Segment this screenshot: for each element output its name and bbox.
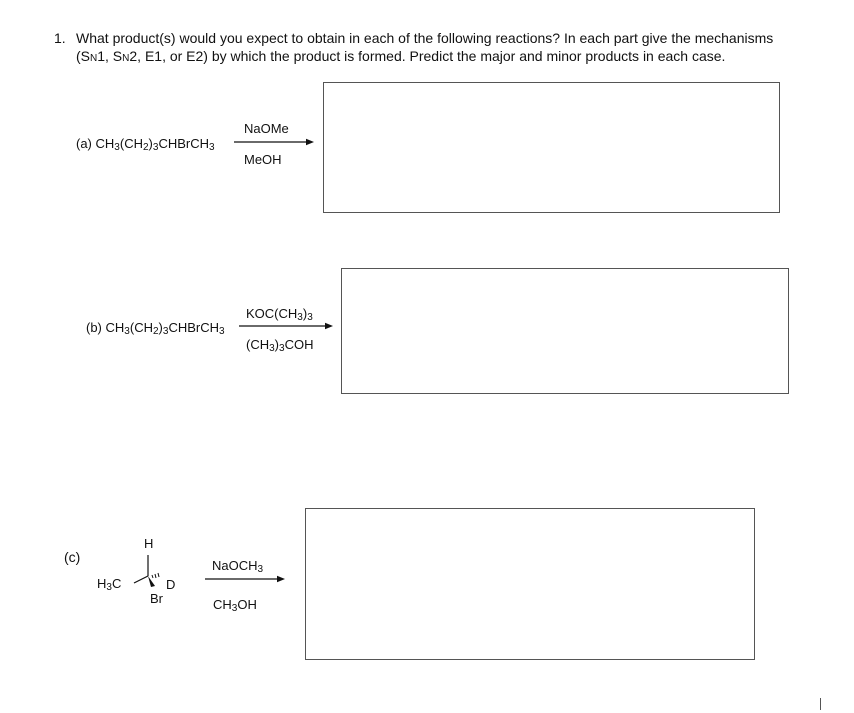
part-c-reagent-top: NaOCH$_3$ <box>212 558 264 575</box>
part-c-atom-br: Br <box>150 591 163 606</box>
part-c-label: (c) <box>64 549 81 565</box>
part-b-reactant <box>86 320 225 337</box>
part-b-label: (b) <box>86 320 102 335</box>
part-c-answer-box[interactable] <box>305 508 755 660</box>
part-c-atom-h: H <box>144 536 154 551</box>
sn2-subscript: N <box>122 52 130 64</box>
part-a-label: (a) <box>76 136 92 151</box>
part-b-reaction-arrow <box>239 321 333 331</box>
part-c-reagent-bottom: $CH_3OH$ <box>213 597 257 614</box>
question-sn1-tail: 1, S <box>97 47 123 64</box>
part-c-atom-d: D <box>166 577 176 592</box>
part-b-answer-box[interactable] <box>341 268 789 394</box>
part-b-formula: $CH_3(CH_2)_3CHBrCH_3$ <box>105 320 225 337</box>
question-text <box>76 30 776 67</box>
part-b-reagent-bottom: $(CH_3)_3COH$ <box>246 337 314 354</box>
question-number: 1. <box>54 30 66 46</box>
part-a-reaction-arrow <box>234 137 314 147</box>
question-text-b: 2, E1, or E2) by which the product is formed. Predict the major and minor products in each case. <box>129 47 726 64</box>
part-a-answer-box[interactable] <box>323 82 780 213</box>
text-cursor <box>820 698 821 710</box>
part-c-atom-h3c: $H_3C$ <box>97 576 122 593</box>
question-text-a: What product(s) would you expect to obtain in each of the following reactions? In each part give the mechanisms (S <box>76 30 774 64</box>
part-a-reactant <box>76 136 215 153</box>
part-a-reagent-bottom: MeOH <box>244 152 282 167</box>
sn1-subscript: N <box>90 52 98 64</box>
part-a-reagent-top: NaOMe <box>244 121 289 136</box>
part-b-reagent-top: $KOC(CH_3)_3$ <box>246 306 313 323</box>
part-a-formula: $CH_3(CH_2)_3CHBrCH_3$ <box>95 136 215 153</box>
part-c-reaction-arrow <box>205 574 285 584</box>
